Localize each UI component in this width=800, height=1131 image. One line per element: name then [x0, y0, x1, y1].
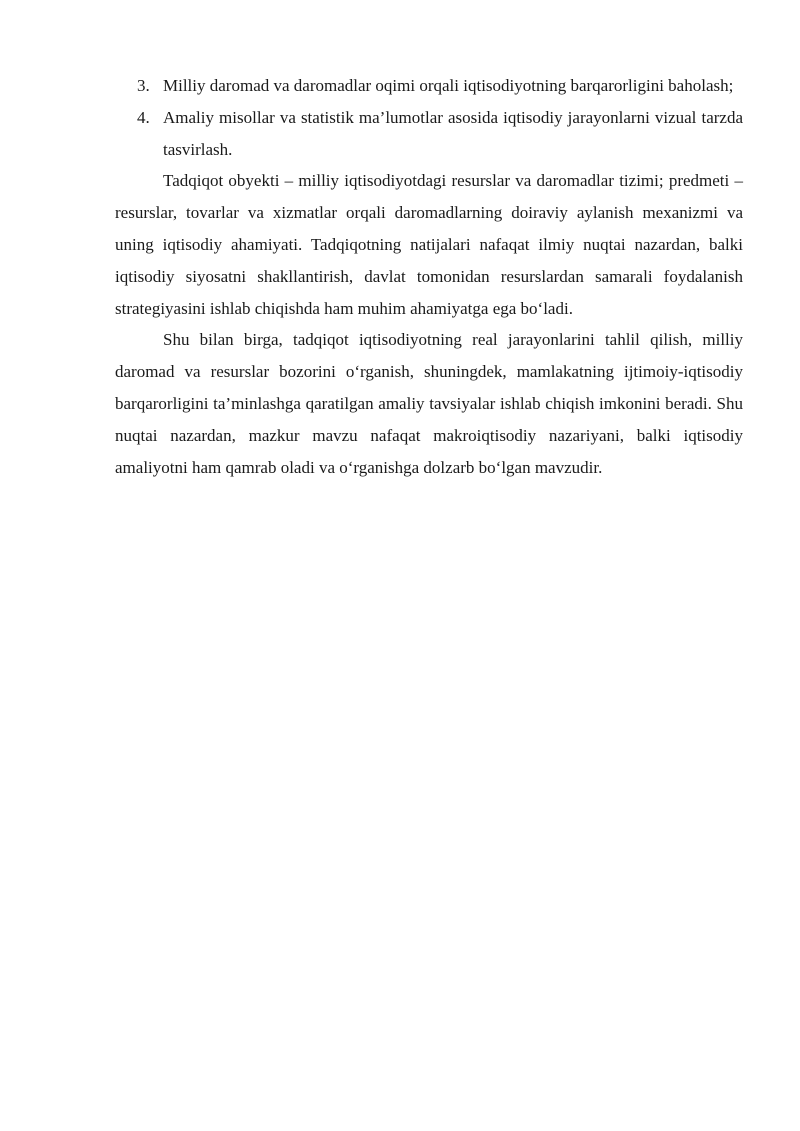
- list-item: [115, 70, 743, 102]
- list-item-number: 3.: [137, 76, 150, 95]
- paragraph-research-object: Tadqiqot obyekti – milliy iqtisodiyotdagi resurslar va daromadlar tizimi; predmeti – resurslar, tovarlar va xizmatlar orqali daromadlarning doiraviy aylanish mexanizmi va uning iqtisodiy ahamiyati. Tadqiqotning natijalari nafaqat ilmiy nuqtai nazardan, balki iqtisodiy siyosatni shakllantirish, davlat tomonidan resurslardan samarali foydalanish strategiyasini ishlab chiqishda ham muhim ahamiyatga ega boʻladi.: [115, 171, 743, 318]
- numbered-list: [115, 70, 743, 165]
- document-body: [115, 70, 743, 483]
- paragraph-research-significance: Shu bilan birga, tadqiqot iqtisodiyotning real jarayonlarini tahlil qilish, milliy daromad va resurslar bozorini oʻrganish, shuningdek, mamlakatning ijtimoiy-iqtisodiy barqarorligini ta’minlashga qaratilgan amaliy tavsiyalar ishlab chiqish imkonini beradi. Shu nuqtai nazardan, mazkur mavzu nafaqat makroiqtisodiy nazariyani, balki iqtisodiy amaliyotni ham qamrab oladi va oʻrganishga dolzarb boʻlgan mavzudir.: [115, 330, 743, 477]
- list-item-text: Amaliy misollar va statistik ma’lumotlar asosida iqtisodiy jarayonlarni vizual tarzda tasvirlash.: [163, 107, 743, 159]
- list-item-text: Milliy daromad va daromadlar oqimi orqali iqtisodiyotning barqarorligini baholash;: [163, 76, 734, 95]
- list-item-number: 4.: [137, 107, 150, 127]
- list-item: [115, 102, 743, 166]
